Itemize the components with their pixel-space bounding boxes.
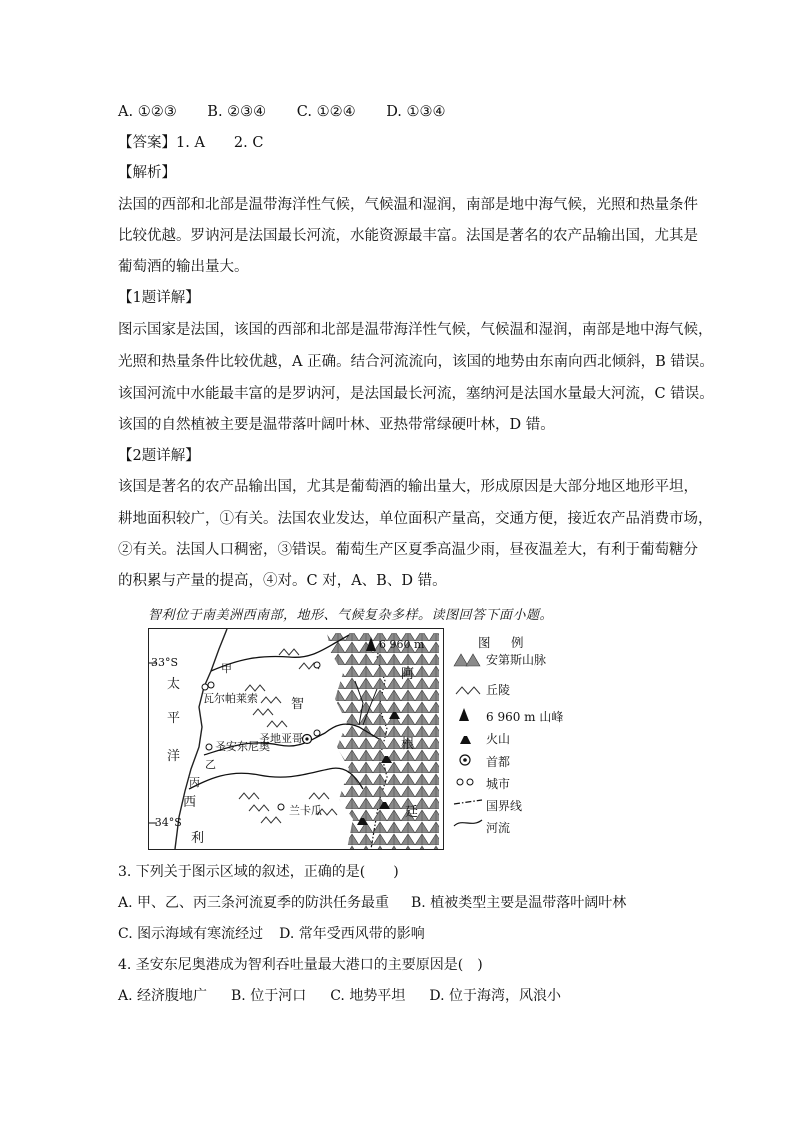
argentina-char: 根 (401, 737, 415, 752)
legend-label-river: 河流 (486, 821, 511, 835)
q3-option-b: B. 植被类型主要是温带落叶阔叶林 (411, 895, 627, 911)
river-label-bing: 丙 (189, 776, 200, 789)
q3-option-d: D. 常年受西风带的影响 (279, 926, 425, 942)
lat-label-bottom: -34°S (151, 816, 182, 829)
peak-label: 6 960 m (379, 638, 425, 651)
coastline (175, 629, 227, 849)
q3-options-row1 (118, 893, 626, 913)
city-marker (314, 730, 320, 736)
country-char: 智 (291, 697, 305, 712)
q2-heading: 【2题详解】 (118, 448, 200, 464)
q4-stem: 4. 圣安东尼奥港成为智利吞吐量最大港口的主要原因是( ) (118, 957, 483, 973)
legend-label-city: 城市 (486, 777, 511, 791)
previous-options-line (118, 102, 446, 122)
option-d: D. ①③④ (386, 104, 446, 120)
q2-line: ②有关。法国人口稠密，③错误。葡萄生产区夏季高温少雨，昼夜温差大，有利于葡萄糖分 (118, 542, 698, 558)
legend-symbols (452, 648, 484, 838)
city-label-san-antonio: 圣安东尼奥 (215, 740, 270, 753)
q1-line: 该国河流中水能最丰富的是罗讷河，是法国最长河流，塞纳河是法国水量最大河流，C 错误。 (118, 386, 714, 402)
analysis-heading: 【解析】 (118, 165, 176, 181)
q2-line: 该国是著名的农产品输出国，尤其是葡萄酒的输出量大，形成原因是大部分地区地形平坦， (118, 479, 698, 495)
legend-label-border: 国界线 (486, 799, 523, 813)
q4-option-d: D. 位于海湾，风浪小 (429, 988, 561, 1004)
river-bing (189, 768, 363, 789)
q3-stem: 3. 下列关于图示区域的叙述，正确的是( ) (118, 864, 399, 880)
analysis-line: 法国的西部和北部是温带海洋性气候，气候温和湿润，南部是地中海气候，光照和热量条件 (118, 197, 698, 213)
q4-option-b: B. 位于河口 (231, 988, 307, 1004)
legend-capital-icon (460, 755, 470, 765)
legend-title: 图 例 (478, 635, 528, 650)
legend-river-icon (454, 820, 482, 826)
map-caption: 智利位于南美洲西南部，地形、气候复杂多样。读图回答下面小题。 (148, 608, 554, 623)
option-b: B. ②③④ (207, 104, 267, 120)
legend-label-hills: 丘陵 (486, 683, 511, 697)
lat-label-top: 33°S (151, 656, 179, 669)
answer-line: 【答案】1. A 2. C (118, 135, 264, 151)
option-c: C. ①②④ (296, 104, 356, 120)
legend-label-capital: 首都 (486, 755, 511, 769)
andes-range (327, 633, 439, 849)
q4-options (118, 986, 561, 1006)
river-label-yi: 乙 (205, 758, 216, 771)
legend-city-icon (457, 779, 473, 785)
q4-option-c: C. 地势平坦 (330, 988, 406, 1004)
q2-line: 的积累与产量的提高，④对。C 对，A、B、D 错。 (118, 573, 447, 589)
argentina-char: 廷 (405, 805, 419, 820)
q1-line: 光照和热量条件比较优越，A 正确。结合河流流向，该国的地势由东南向西北倾斜，B 错误。 (118, 354, 714, 370)
q2-line: 耕地面积较广，①有关。法国农业发达，单位面积产量高，交通方便，接近农产品消费市场， (118, 511, 713, 527)
city-marker (278, 804, 284, 810)
q1-line: 图示国家是法国，该国的西部和北部是温带海洋性气候，气候温和湿润，南部是地中海气候， (118, 322, 713, 338)
legend-hill-icon (456, 687, 480, 694)
river-label-jia: 甲 (221, 662, 232, 675)
ocean-char: 洋 (167, 749, 181, 764)
q3-option-a: A. 甲、乙、丙三条河流夏季的防洪任务最重 (118, 895, 390, 911)
chile-map (148, 628, 444, 850)
legend-label-peak: 6 960 m 山峰 (486, 710, 564, 724)
q1-heading: 【1题详解】 (118, 290, 200, 306)
ocean-char: 平 (167, 711, 181, 726)
city-label-valparaiso: 瓦尔帕莱索 (203, 692, 258, 705)
q3-options-row2 (118, 924, 425, 944)
city-marker (314, 662, 320, 668)
legend-peak-icon (459, 708, 469, 721)
legend-border-icon (454, 800, 482, 804)
q4-option-a: A. 经济腹地广 (118, 988, 208, 1004)
capital-marker-dot (305, 737, 308, 740)
country-char: 西 (183, 795, 197, 810)
city-marker (206, 744, 212, 750)
analysis-line: 比较优越。罗讷河是法国最长河流，水能资源最丰富。法国是著名的农产品输出国，尤其是 (118, 228, 698, 244)
analysis-line: 葡萄酒的输出量大。 (118, 259, 249, 275)
legend-label-andes: 安第斯山脉 (486, 653, 547, 667)
ocean-char: 太 (167, 677, 181, 692)
city-label-rancagua: 兰卡瓜 (289, 804, 322, 817)
city-label-santiago: 圣地亚哥 (259, 732, 303, 745)
legend-volcano-icon (460, 736, 471, 744)
city-marker (208, 682, 214, 688)
option-a: A. ①②③ (118, 104, 177, 120)
country-char: 利 (191, 831, 205, 846)
argentina-char: 阿 (401, 667, 415, 682)
legend-label-volcano: 火山 (486, 732, 511, 746)
q3-option-c: C. 图示海域有寒流经过 (118, 926, 264, 942)
city-marker (202, 684, 208, 690)
q1-line: 该国的自然植被主要是温带落叶阔叶林、亚热带常绿硬叶林，D 错。 (118, 417, 555, 433)
legend-andes-icon (454, 654, 480, 666)
